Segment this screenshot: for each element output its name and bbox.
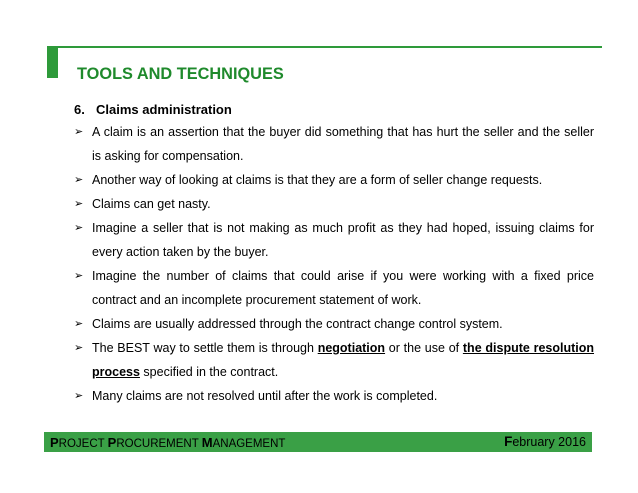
list-item xyxy=(74,264,594,312)
list-item xyxy=(74,336,594,384)
section-heading xyxy=(74,100,594,120)
list-item xyxy=(74,168,594,192)
list-item xyxy=(74,384,594,408)
list-item xyxy=(74,120,594,168)
slide-body xyxy=(74,100,594,408)
arrow-bullet-icon: ➢ xyxy=(74,197,84,210)
footer-word: ROCUREMENT xyxy=(116,438,202,450)
slide-title: TOOLS AND TECHNIQUES xyxy=(77,64,284,83)
arrow-bullet-icon: ➢ xyxy=(74,173,84,186)
bullet-text-middle: or the use of xyxy=(385,341,463,355)
arrow-bullet-icon: ➢ xyxy=(74,125,84,138)
footer-word: ANAGEMENT xyxy=(212,438,286,450)
emphasis-dispute-resolution: the dispute resolution process xyxy=(92,341,595,379)
arrow-bullet-icon: ➢ xyxy=(74,269,84,282)
title-rule xyxy=(47,46,602,48)
list-item xyxy=(74,192,594,216)
bullet-text: Imagine the number of claims that could arise if you were working with a fixed price contract and an incomplete procurement statement of work. xyxy=(92,269,594,307)
emphasis-negotiation: negotiation xyxy=(317,341,386,355)
bullet-text: Another way of looking at claims is that they are a form of seller change requests. xyxy=(92,173,543,187)
section-title: Claims administration xyxy=(96,102,232,117)
arrow-bullet-icon: ➢ xyxy=(74,317,84,330)
bullet-text: Imagine a seller that is not making as much profit as they had hoped, issuing claims for every action taken by the buyer. xyxy=(92,221,594,259)
bullet-text: A claim is an assertion that the buyer did something that has hurt the seller and the seller is asking for compensation. xyxy=(92,125,594,163)
list-item xyxy=(74,216,594,264)
footer-course-title xyxy=(50,435,285,450)
section-number: 6. xyxy=(74,102,85,117)
footer-initial: P xyxy=(50,435,59,450)
footer-date-rest: ebruary 2016 xyxy=(512,435,586,449)
bullet-text: Claims can get nasty. xyxy=(92,197,211,211)
footer-initial: P xyxy=(107,435,117,450)
arrow-bullet-icon: ➢ xyxy=(74,221,84,234)
title-accent-bar xyxy=(47,46,58,78)
footer-initial: M xyxy=(201,435,213,450)
arrow-bullet-icon: ➢ xyxy=(74,389,84,402)
bullet-text-end: specified in the contract. xyxy=(139,365,279,379)
footer-date xyxy=(504,434,586,449)
bullet-text-start: The BEST way to settle them is through xyxy=(92,341,318,355)
bullet-text: Many claims are not resolved until after the work is completed. xyxy=(92,389,438,403)
arrow-bullet-icon: ➢ xyxy=(74,341,84,354)
bullet-text: Claims are usually addressed through the contract change control system. xyxy=(92,317,503,331)
footer-word: ROJECT xyxy=(58,438,108,450)
footer-date-initial: F xyxy=(504,434,513,449)
list-item xyxy=(74,312,594,336)
